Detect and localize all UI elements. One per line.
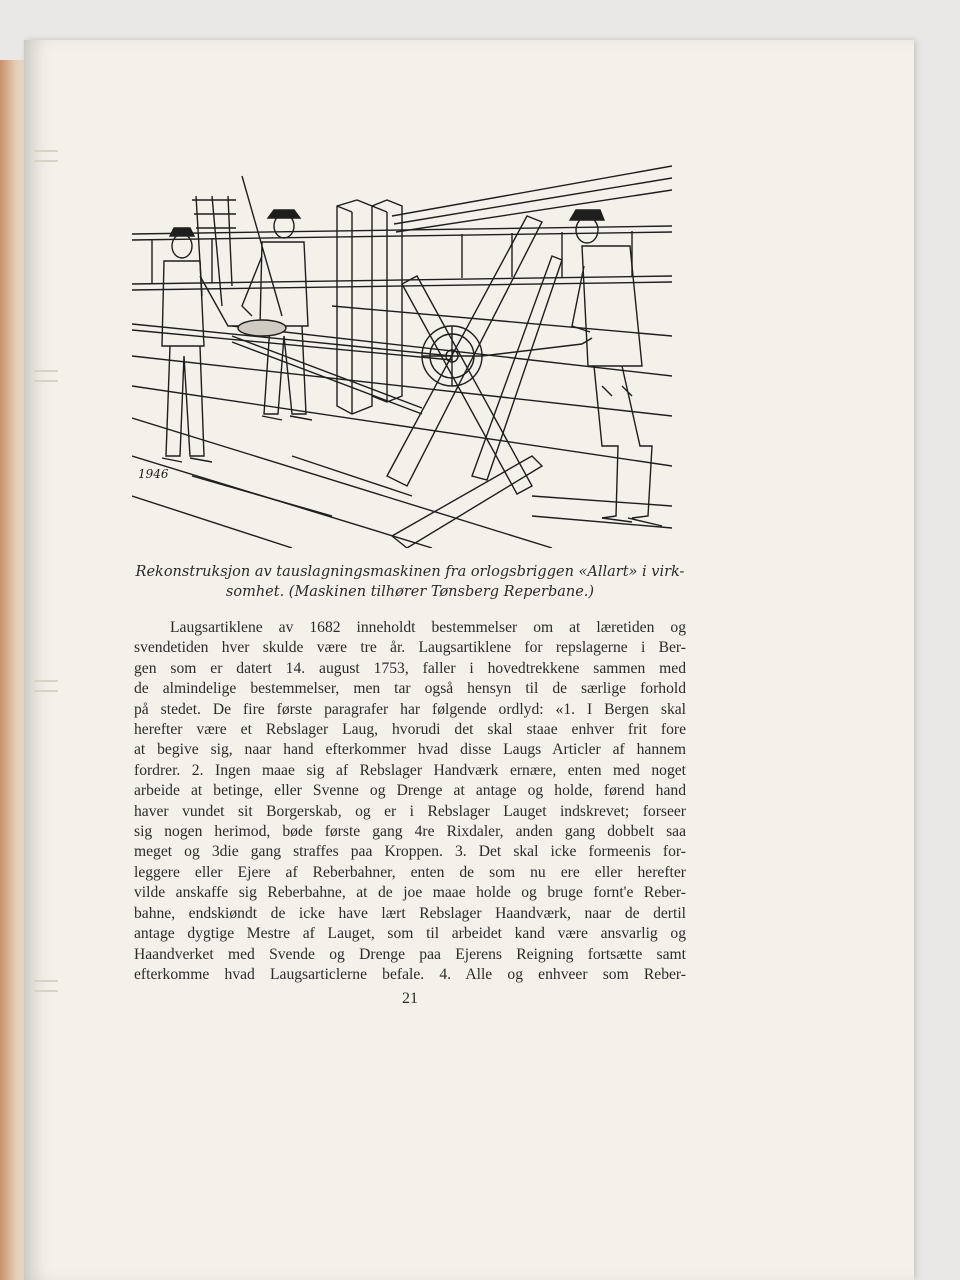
binding-stitch xyxy=(34,680,58,692)
text-line: Laugsartiklene av 1682 inneholdt bestemmelser om at læretiden og xyxy=(170,619,686,636)
text-line: at begive sig, naar hand efterkommer hvad disse Laugs Articler af hannem xyxy=(134,741,686,759)
body-paragraph xyxy=(134,618,686,985)
text-line: sig nogen herimod, bøde første gang 4re Rixdaler, anden gang dobbelt saa xyxy=(134,823,686,841)
figure-caption xyxy=(130,562,690,602)
text-line: de almindelige bestemmelser, men tar også hensyn til de særlige forhold xyxy=(134,680,686,698)
text-line: haver vundet sit Borgerskab, og er i Rebslager Lauget indskrevet; forseer xyxy=(134,802,686,820)
text-line: på stedet. De fire første paragrafer har følgende ordlyd: «1. I Bergen skal xyxy=(134,700,686,718)
caption-line: Rekonstruksjon av tauslagningsmaskinen fra orlogsbriggen «Allart» i virk- xyxy=(135,564,685,580)
page-number: 21 xyxy=(402,990,418,1007)
binding-stitch xyxy=(34,370,58,382)
text-line: leggere eller Ejere af Reberbahner, enten de som nu ere eller herefter xyxy=(134,863,686,881)
text-line: svendetiden hver skulde være tre år. Laugsartiklene for repslagerne i Ber- xyxy=(134,639,686,657)
text-line: vilde anskaffe sig Reberbahne, at de joe maae holde og bruge fornt'e Reber- xyxy=(134,884,686,902)
caption-line: somhet. (Maskinen tilhører Tønsberg Reperbane.) xyxy=(225,584,595,600)
text-line: efterkomme hvad Laugsarticlerne befale. 4. Alle og enhveer som Reber- xyxy=(134,965,686,983)
binding-stitch xyxy=(34,980,58,992)
rope-machine-illustration xyxy=(132,156,672,548)
text-line: herefter være et Rebslager Laug, hvorudi det skal staae enhver frit fore xyxy=(134,721,686,739)
illustration-drawing xyxy=(132,156,672,548)
text-line: arbeide at betinge, eller Svenne og Drenge at antage og holde, førend hand xyxy=(134,782,686,800)
binding-stitch xyxy=(34,150,58,162)
text-line: gen som er datert 14. august 1753, faller i hovedtrekkene sammen med xyxy=(134,659,686,677)
text-line: Haandverket med Svende og Drenge paa Ejerens Reigning fortsætte samt xyxy=(134,945,686,963)
text-line: meget og 3die gang straffes paa Kroppen. 3. Det skal icke formeenis for- xyxy=(134,843,686,861)
text-line: fordrer. 2. Ingen maae sig af Rebslager Handværk ernære, enten med noget xyxy=(134,761,686,779)
text-line: antage dygtige Mestre af Lauget, som til arbeidet kand være ansvarlig og xyxy=(134,925,686,943)
text-line: bahne, endskiøndt de icke have lært Rebslager Haandværk, naar de dertil xyxy=(134,904,686,922)
illustration-signature: 1946 xyxy=(138,467,169,481)
